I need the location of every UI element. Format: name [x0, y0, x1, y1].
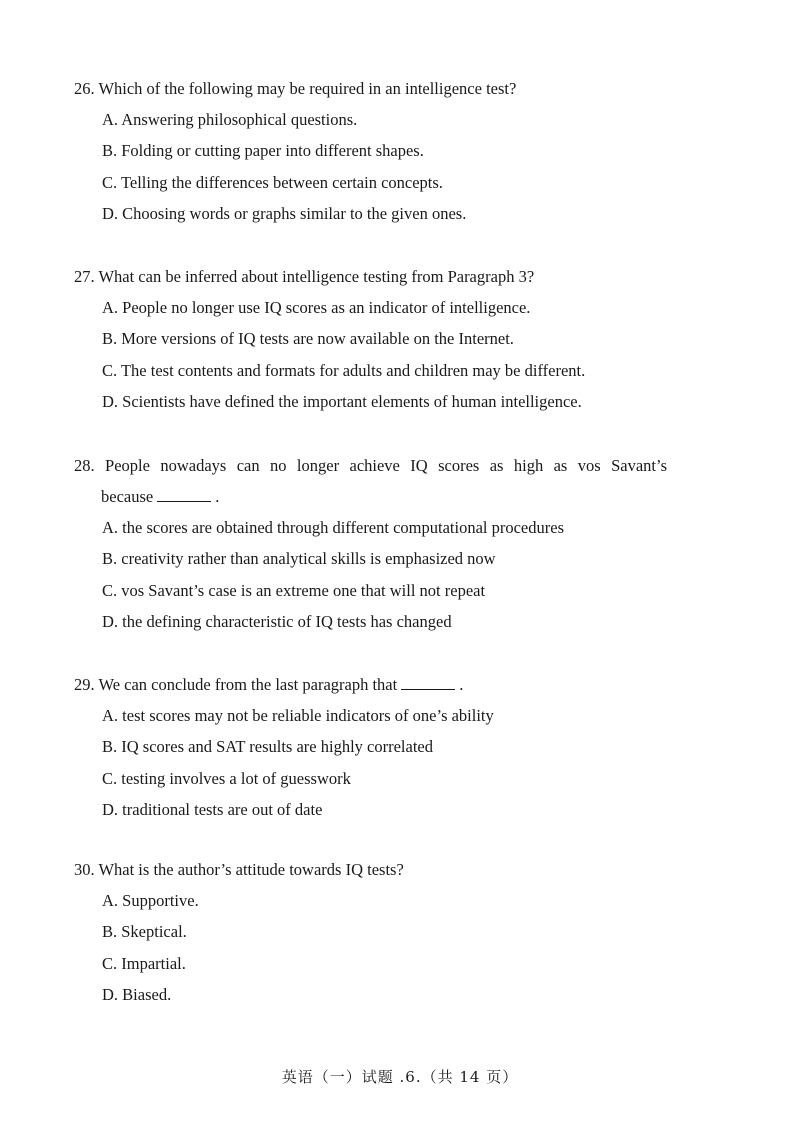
- option-c: C. testing involves a lot of guesswork: [102, 768, 351, 788]
- option-b: B. IQ scores and SAT results are highly correlated: [102, 737, 433, 757]
- option-d: D. traditional tests are out of date: [102, 800, 323, 820]
- question-29: [74, 669, 714, 826]
- question-text: We can conclude from the last paragraph that: [98, 675, 398, 694]
- question-number: 28.: [74, 456, 95, 475]
- question-stem: [74, 73, 714, 104]
- question-stem: [74, 854, 714, 885]
- stem-period: .: [459, 675, 464, 694]
- option-c: C. Telling the differences between certain concepts.: [102, 172, 443, 192]
- question-stem: [74, 261, 714, 292]
- question-30: [74, 854, 714, 1011]
- question-number: 26.: [74, 79, 95, 98]
- question-text: Which of the following may be required in an intelligence test?: [98, 79, 517, 98]
- option-d: D. Biased.: [102, 985, 172, 1005]
- question-number: 27.: [74, 267, 95, 286]
- question-text: What can be inferred about intelligence testing from Paragraph 3?: [98, 267, 535, 286]
- question-stem-continued: [101, 481, 714, 512]
- option-b: B. Folding or cutting paper into different shapes.: [102, 141, 424, 161]
- answer-blank: [401, 676, 455, 690]
- option-b: B. Skeptical.: [102, 922, 187, 942]
- option-a: A. the scores are obtained through different computational procedures: [102, 518, 564, 537]
- question-number: 30.: [74, 860, 95, 879]
- question-stem: [74, 450, 667, 481]
- question-28: [74, 450, 714, 638]
- stem-period: .: [215, 487, 220, 506]
- question-26: [74, 73, 714, 230]
- option-d: D. Scientists have defined the important elements of human intelligence.: [102, 392, 582, 412]
- option-a: A. Answering philosophical questions.: [102, 110, 358, 129]
- question-27: [74, 261, 714, 418]
- question-text: What is the author’s attitude towards IQ tests?: [98, 860, 404, 879]
- question-number: 29.: [74, 675, 95, 694]
- option-c: C. The test contents and formats for adults and children may be different.: [102, 360, 586, 380]
- option-a: A. People no longer use IQ scores as an indicator of intelligence.: [102, 298, 531, 317]
- question-text: People nowadays can no longer achieve IQ scores as high as vos Savant’s: [105, 456, 667, 475]
- option-c: C. vos Savant’s case is an extreme one that will not repeat: [102, 580, 486, 600]
- option-b: B. creativity rather than analytical skills is emphasized now: [102, 549, 496, 569]
- question-text-cont: because: [101, 487, 154, 506]
- page-footer: 英语（一）试题 .6.（共 14 页）: [281, 1068, 519, 1086]
- option-a: A. test scores may not be reliable indicators of one’s ability: [102, 706, 494, 725]
- option-c: C. Impartial.: [102, 953, 186, 973]
- question-stem: [74, 669, 714, 700]
- answer-blank: [157, 488, 211, 502]
- option-a: A. Supportive.: [102, 891, 199, 910]
- option-b: B. More versions of IQ tests are now available on the Internet.: [102, 329, 514, 349]
- option-d: D. the defining characteristic of IQ tests has changed: [102, 612, 452, 632]
- option-d: D. Choosing words or graphs similar to the given ones.: [102, 204, 467, 224]
